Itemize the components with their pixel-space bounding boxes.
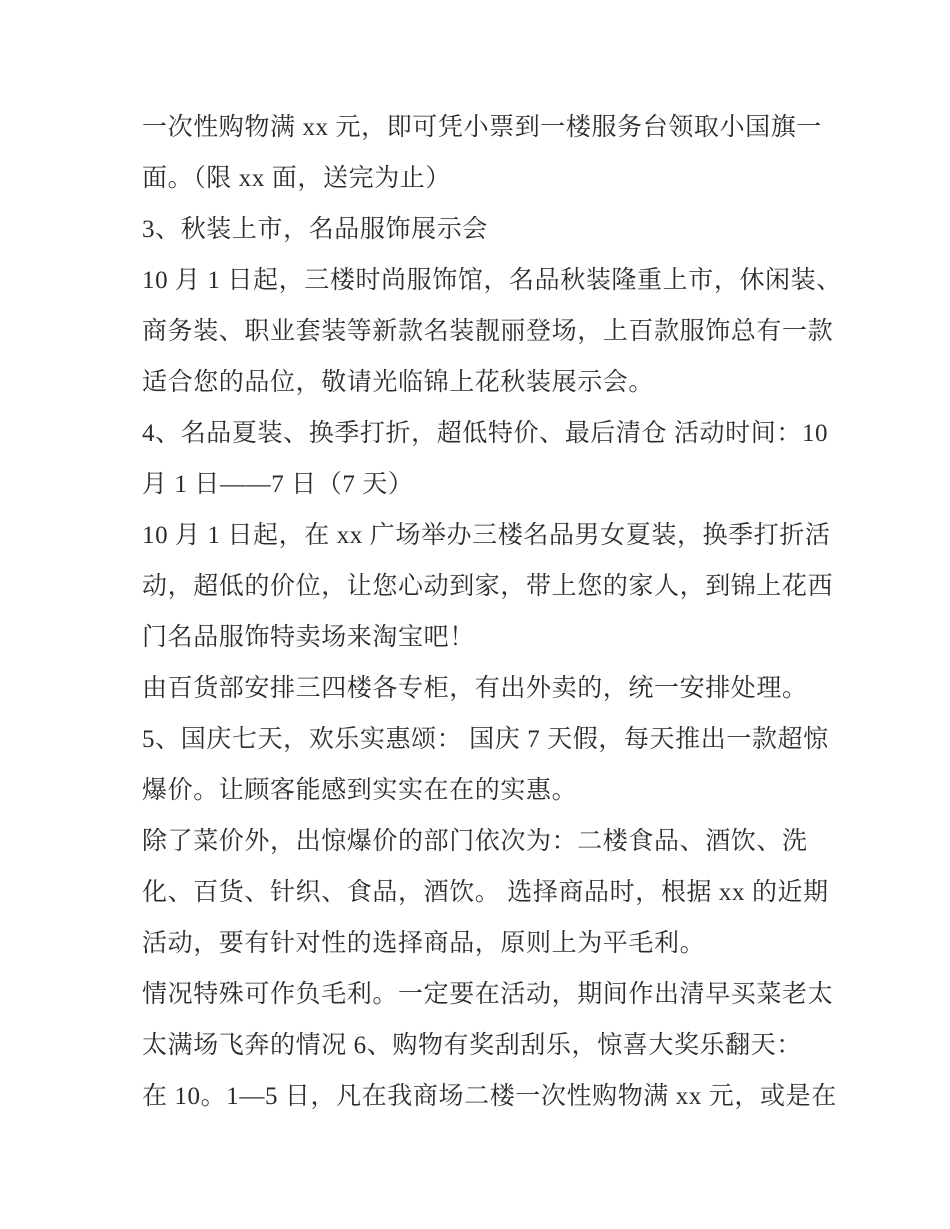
text-line: 面。（限 xx 面，送完为止） xyxy=(142,165,452,192)
text-line: 活动，要有针对性的选择商品，原则上为平毛利。 xyxy=(142,930,706,957)
text-line: 情况特殊可作负毛利。一定要在活动，期间作出清早买菜老太 xyxy=(142,981,834,1008)
text-line: 由百货部安排三四楼各专柜，有出外卖的，统一安排处理。 xyxy=(142,675,808,702)
text-line: 商务装、职业套装等新款名装靓丽登场，上百款服饰总有一款 xyxy=(142,318,834,345)
text-line: 动，超低的价位，让您心动到家，带上您的家人，到锦上花西 xyxy=(142,573,834,600)
text-line: 适合您的品位，敬请光临锦上花秋装展示会。 xyxy=(142,369,655,396)
text-line: 爆价。让顾客能感到实实在在的实惠。 xyxy=(142,777,578,804)
text-line: 月 1 日——7 日（7 天） xyxy=(142,471,414,498)
text-line: 除了菜价外，出惊爆价的部门依次为：二楼食品、酒饮、洗 xyxy=(142,828,808,855)
text-line: 5、国庆七天，欢乐实惠颂： 国庆 7 天假，每天推出一款超惊 xyxy=(142,726,829,753)
document-body-text xyxy=(142,102,842,1122)
text-line: 10 月 1 日起，三楼时尚服饰馆，名品秋装隆重上市，休闲装、 xyxy=(142,267,842,294)
text-line: 3、秋装上市，名品服饰展示会 xyxy=(142,216,488,243)
text-line: 4、名品夏装、换季打折，超低特价、最后清仓 活动时间：10 xyxy=(142,420,829,447)
text-line: 门名品服饰特卖场来淘宝吧！ xyxy=(142,624,475,651)
text-line: 太满场飞奔的情况 6、购物有奖刮刮乐，惊喜大奖乐翻天： xyxy=(142,1032,802,1059)
text-line: 在 10。1—5 日，凡在我商场二楼一次性购物满 xx 元，或是在 xyxy=(142,1083,837,1110)
text-line: 化、百货、针织、食品，酒饮。 选择商品时，根据 xx 的近期 xyxy=(142,879,829,906)
text-line: 一次性购物满 xx 元，即可凭小票到一楼服务台领取小国旗一 xyxy=(142,114,822,141)
text-line: 10 月 1 日起，在 xx 广场举办三楼名品男女夏装，换季打折活 xyxy=(142,522,831,549)
